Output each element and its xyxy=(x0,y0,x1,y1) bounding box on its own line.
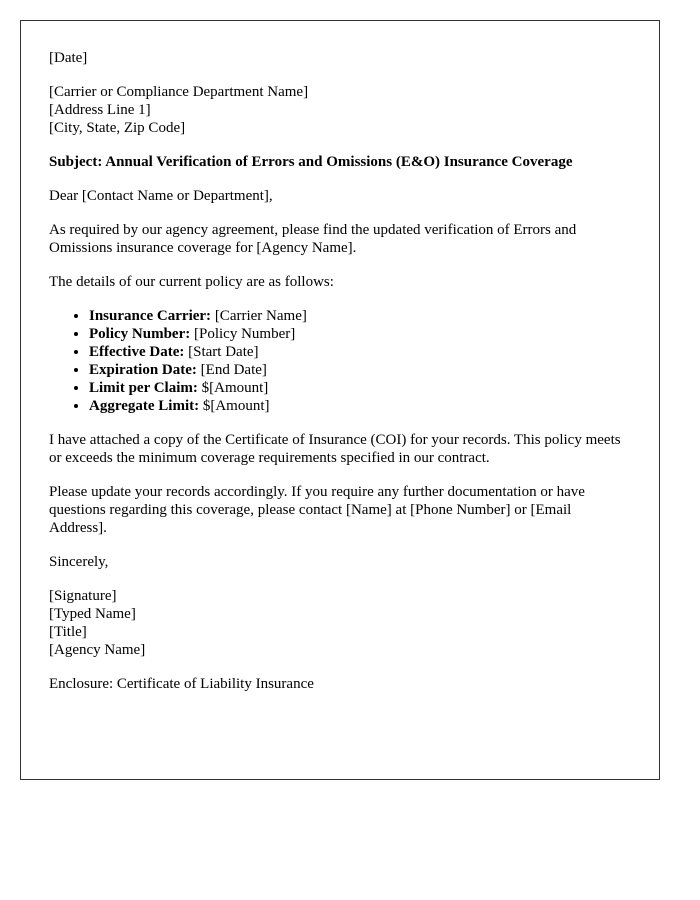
policy-detail-label: Policy Number: xyxy=(89,326,191,342)
letter-page xyxy=(20,20,660,780)
letter-date xyxy=(49,49,631,67)
letter-salutation: Dear [Contact Name or Department], xyxy=(49,188,273,204)
recipient-name: [Carrier or Compliance Department Name] xyxy=(49,84,309,100)
signer-agency-name: [Agency Name] xyxy=(49,642,146,658)
policy-detail-label: Effective Date: xyxy=(89,344,185,360)
list-item xyxy=(89,397,631,415)
update-records-paragraph: Please update your records accordingly. If you require any further documentation or have questions regarding this coverage, please contact [Name] at [Phone Number] or [Email Address]. xyxy=(49,484,585,536)
policy-detail-label: Expiration Date: xyxy=(89,362,197,378)
list-item xyxy=(89,361,631,379)
policy-detail-value: $[Amount] xyxy=(199,398,270,414)
enclosure-note: Enclosure: Certificate of Liability Insurance xyxy=(49,676,314,692)
recipient-address-line-1: [Address Line 1] xyxy=(49,102,151,118)
details-intro-paragraph: The details of our current policy are as follows: xyxy=(49,274,334,290)
date-text: [Date] xyxy=(49,50,88,66)
policy-detail-label: Aggregate Limit: xyxy=(89,398,200,414)
signer-title: [Title] xyxy=(49,624,87,640)
policy-detail-value: [End Date] xyxy=(196,362,267,378)
list-item xyxy=(89,325,631,343)
policy-detail-label: Limit per Claim: xyxy=(89,380,198,396)
typed-name: [Typed Name] xyxy=(49,606,136,622)
policy-detail-value: [Start Date] xyxy=(184,344,259,360)
recipient-city-state-zip: [City, State, Zip Code] xyxy=(49,120,186,136)
policy-detail-value: [Policy Number] xyxy=(190,326,296,342)
coi-paragraph: I have attached a copy of the Certificate of Insurance (COI) for your records. This policy meets or exceeds the minimum coverage requirements specified in our contract. xyxy=(49,432,621,466)
policy-details-list xyxy=(49,307,631,415)
letter-closing: Sincerely, xyxy=(49,554,109,570)
policy-detail-value: [Carrier Name] xyxy=(211,308,307,324)
list-item xyxy=(89,379,631,397)
policy-detail-value: $[Amount] xyxy=(197,380,269,396)
intro-paragraph: As required by our agency agreement, please find the updated verification of Errors and Omissions insurance coverage for [Agency Name]. xyxy=(49,222,577,256)
list-item xyxy=(89,307,631,325)
recipient-address-block xyxy=(49,83,631,137)
policy-detail-label: Insurance Carrier: xyxy=(89,308,212,324)
signature-placeholder: [Signature] xyxy=(49,588,117,604)
letter-subject: Subject: Annual Verification of Errors and Omissions (E&O) Insurance Coverage xyxy=(49,154,573,170)
signature-block xyxy=(49,587,631,659)
list-item xyxy=(89,343,631,361)
